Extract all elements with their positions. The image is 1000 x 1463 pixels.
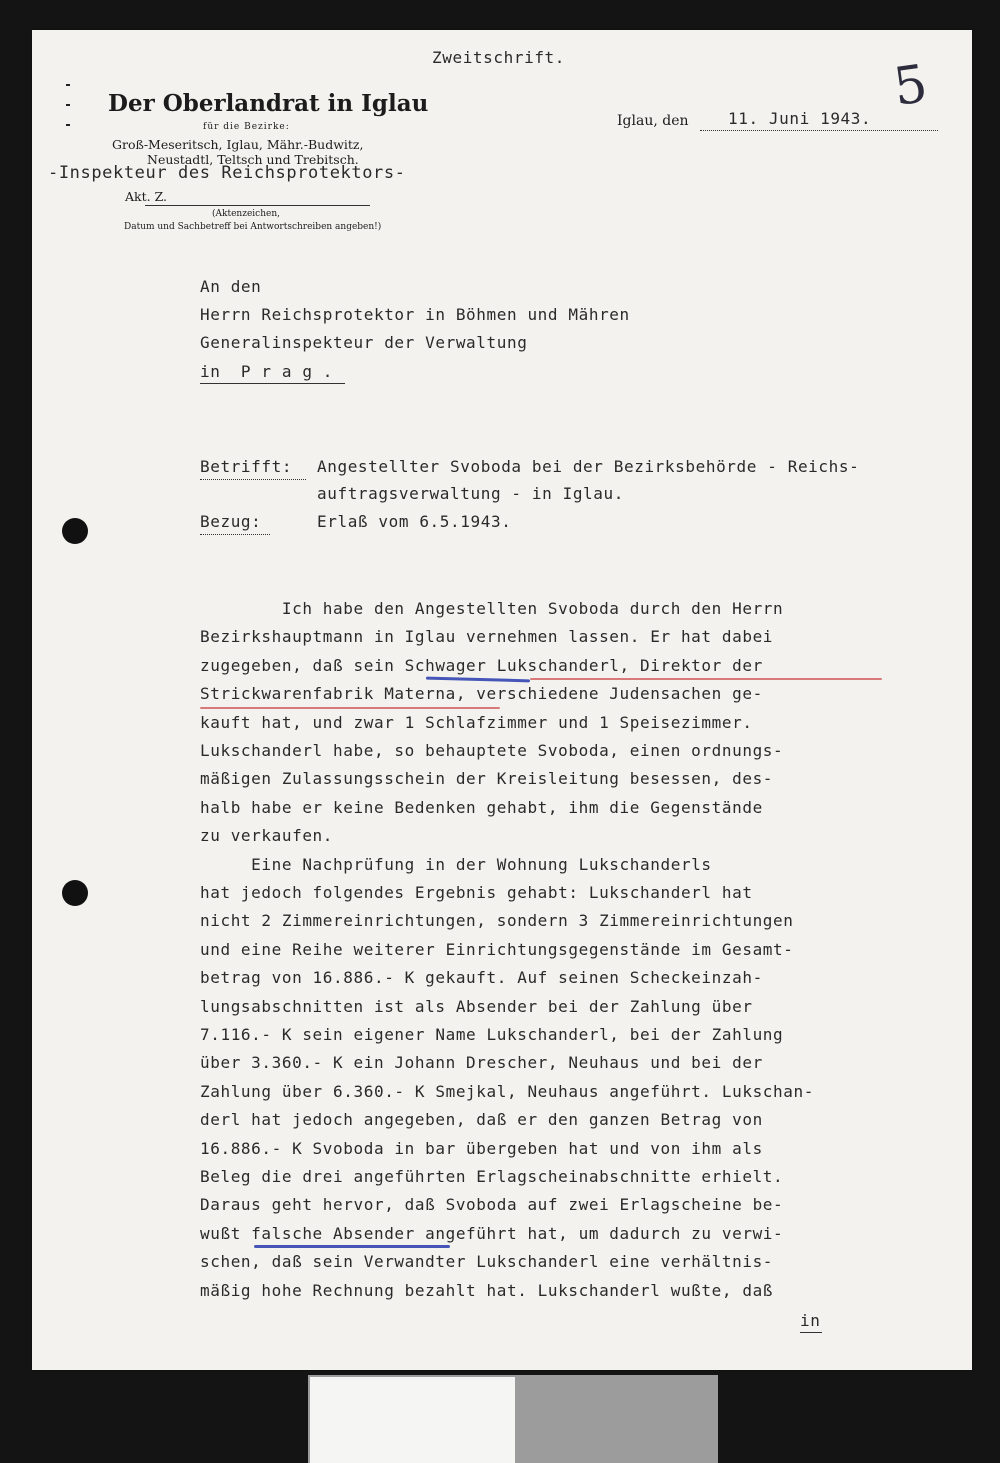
body-line: 7.116.- K sein eigener Name Lukschanderl, bei der Zahlung [200,1025,784,1044]
file-reference: Akt. Z. [125,189,168,204]
body-line: kauft hat, und zwar 1 Schlafzimmer und 1 Speisezimmer. [200,712,753,732]
subject-line-1: Angestellter Svoboda bei der Bezirksbehörde - Reichs- [317,457,860,476]
body-line: Beleg die drei angeführten Erlagscheinabschnitte erhielt. [200,1167,784,1186]
body-line: halb habe er keine Bedenken gehabt, ihm die Gegenstände [200,797,763,817]
body-line: wußt falsche Absender angeführt hat, um dadurch zu verwi- [200,1223,784,1243]
red-pencil-underline [200,707,500,709]
archive-label-white [310,1377,515,1463]
reference-label-underline [200,534,270,535]
body-line: zugegeben, daß sein Schwager Lukschanderl, Direktor der [200,655,763,675]
body-line: Ich habe den Angestellten Svoboda durch den Herrn [200,599,784,618]
body-line: 16.886.- K Svoboda in bar übergeben hat und von ihm als [200,1138,763,1158]
reference-note-1: (Aktenzeichen, [212,209,280,219]
body-line: und eine Reihe weiterer Einrichtungsgegenstände im Gesamt- [200,939,794,959]
punch-hole-bottom [62,880,88,906]
body-line: Eine Nachprüfung in der Wohnung Lukschanderls [200,854,712,874]
recipient-line: in P r a g . [200,362,334,381]
body-line: schen, daß sein Verwandter Lukschanderl eine verhältnis- [200,1252,774,1272]
recipient-line: Generalinspekteur der Verwaltung [200,333,528,352]
catchword-underline [800,1332,822,1333]
subject-label: Betrifft: [200,457,293,476]
body-line: Lukschanderl habe, so behauptete Svoboda, einen ordnungs- [200,741,784,760]
body-line: hat jedoch folgendes Ergebnis gehabt: Lukschanderl hat [200,883,753,902]
subject-label-underline [200,479,306,480]
body-line: mäßig hohe Rechnung bezahlt hat. Lukschanderl wußte, daß [200,1280,774,1300]
reference-text: Erlaß vom 6.5.1943. [317,512,512,531]
body-line: Zahlung über 6.360.- K Smejkal, Neuhaus angeführt. Lukschan- [200,1081,814,1101]
body-line: mäßigen Zulassungsschein der Kreisleitung besessen, des- [200,769,774,789]
districts-line-1: Groß-Meseritsch, Iglau, Mähr.-Budwitz, [112,137,364,152]
city-underline [200,383,345,384]
body-line: über 3.360.- K ein Johann Drescher, Neuhaus und bei der [200,1053,763,1073]
red-pencil-underline [530,678,882,680]
body-line: Daraus geht hervor, daß Svoboda auf zwei Erlagscheine be- [200,1195,784,1215]
letter-date: 11. Juni 1943. [728,109,872,128]
body-line: lungsabschnitten ist als Absender bei der Zahlung über [200,996,753,1016]
edge-mark [66,84,70,86]
subject-line-2: auftragsverwaltung - in Iglau. [317,484,624,503]
page-number: 5 [889,53,932,119]
file-reference-line [145,205,370,206]
edge-mark [66,124,70,126]
inspector-line: -Inspekteur des Reichsprotektors- [48,163,406,183]
body-line: nicht 2 Zimmereinrichtungen, sondern 3 Zimmereinrichtungen [200,911,794,931]
letterhead-title: Der Oberlandrat in Iglau [108,90,429,117]
punch-hole-top [62,518,88,544]
body-line: Bezirkshauptmann in Iglau vernehmen lassen. Er hat dabei [200,627,774,647]
place-label: Iglau, den [617,113,689,129]
blue-pencil-underline [254,1245,450,1248]
body-line: betrag von 16.886.- K gekauft. Auf seinen Scheckeinzah- [200,968,763,988]
date-line [700,130,938,132]
body-line: zu verkaufen. [200,826,334,846]
reference-note-2: Datum und Sachbetreff bei Antwortschreiben angeben!) [124,222,382,232]
recipient-line: Herrn Reichsprotektor in Böhmen und Mähren [200,305,630,324]
catchword: in [800,1311,821,1330]
body-line: Strickwarenfabrik Materna, verschiedene Judensachen ge- [200,684,763,704]
districts-caption: für die Bezirke: [203,122,290,132]
recipient-line: An den [200,277,262,296]
edge-mark [66,104,70,106]
body-line: derl hat jedoch angegeben, daß er den ganzen Betrag von [200,1110,763,1130]
copy-mark: Zweitschrift. [432,48,566,67]
districts-line-2: Neustadtl, Teltsch und Trebitsch. [147,152,359,167]
reference-label: Bezug: [200,512,262,531]
